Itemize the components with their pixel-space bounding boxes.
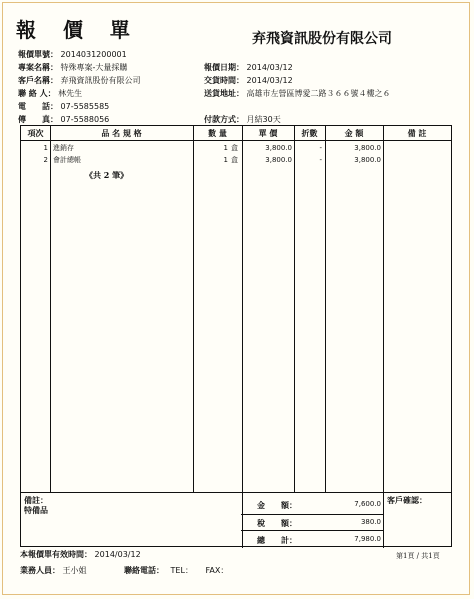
totals-divider-2	[241, 530, 383, 531]
row2-discount: -	[319, 156, 322, 164]
col-header-name: 品 名 規 格	[101, 128, 142, 138]
sales-label: 業務人員：	[20, 565, 60, 575]
col-header-amount: 金 額	[344, 128, 364, 138]
contact-label: 聯 絡 人：	[18, 88, 56, 98]
header-divider	[21, 140, 451, 141]
totals-divider-1	[241, 514, 383, 515]
project-row	[18, 62, 127, 73]
contact-phone-label: 聯絡電話：	[124, 565, 164, 575]
quote-date-label: 報價日期：	[204, 62, 244, 72]
quote-date-value: 2014/03/12	[246, 63, 293, 72]
fax-value: 07-5588056	[60, 115, 110, 124]
document-title: 報 價 單	[16, 18, 140, 42]
total-value: 7,980.0	[354, 535, 381, 543]
sales-row	[20, 565, 87, 576]
contact-row	[18, 88, 82, 99]
delivery-row	[204, 75, 293, 86]
fax-footer-label: FAX：	[205, 566, 229, 575]
contact-value: 林先生	[58, 89, 83, 98]
subtotal-value: 7,600.0	[354, 500, 381, 508]
quote-date-row	[204, 62, 293, 73]
payment-value: 月結30天	[246, 115, 281, 124]
col-header-qty: 數 量	[208, 128, 227, 138]
col-divider-qty	[242, 126, 243, 548]
phone-value: 07-5585585	[60, 102, 110, 111]
col-divider-name	[193, 126, 194, 492]
customer-confirm-label: 客戶確認：	[387, 495, 427, 505]
row1-discount: -	[319, 144, 322, 152]
remarks-label: 備註：	[24, 495, 48, 505]
quote-number-row	[18, 49, 127, 60]
quote-number-value: 2014031200001	[60, 50, 127, 59]
row2-qty: 1	[223, 156, 228, 164]
tax-value: 380.0	[360, 518, 381, 526]
item-count-text: 《共 2 筆》	[85, 170, 129, 180]
customer-label: 客戶名稱：	[18, 75, 58, 85]
col-header-discount: 折數	[301, 128, 318, 138]
col-header-no: 項次	[27, 128, 44, 138]
company-name: 弃飛資訊股份有限公司	[252, 31, 392, 47]
subtotal-label: 金 額：	[257, 500, 297, 510]
phone-row	[18, 101, 109, 112]
address-label: 送貨地址：	[204, 88, 244, 98]
row1-no: 1	[43, 144, 48, 152]
project-value: 特殊專案-大量採購	[60, 63, 128, 72]
col-divider-price	[294, 126, 295, 492]
body-bottom-divider	[21, 492, 451, 493]
quote-number-label: 報價單號：	[18, 49, 58, 59]
col-header-price: 單 價	[258, 128, 278, 138]
contact-phone-row	[124, 565, 228, 576]
row1-name: 進銷存	[53, 144, 74, 152]
col-divider-discount	[325, 126, 326, 492]
quote-table	[20, 125, 452, 547]
row2-no: 2	[43, 156, 48, 164]
tel-label: TEL：	[170, 566, 193, 575]
page-info: 第1頁 / 共1頁	[396, 552, 440, 560]
col-divider-no	[50, 126, 51, 492]
fax-row	[18, 114, 109, 125]
col-header-note: 備 註	[407, 128, 427, 138]
row1-price: 3,800.0	[265, 144, 292, 152]
phone-label: 電 話：	[18, 101, 58, 111]
row1-unit: 盒	[231, 144, 238, 152]
delivery-label: 交貨時間：	[204, 75, 244, 85]
row2-price: 3,800.0	[265, 156, 292, 164]
address-value: 高雄市左營區博愛二路３６６號４樓之６	[246, 89, 391, 98]
row2-amount: 3,800.0	[354, 156, 381, 164]
address-row	[204, 88, 391, 99]
sales-value: 王小姐	[62, 566, 87, 575]
row2-name: 會計總帳	[53, 156, 81, 164]
tax-label: 稅 額：	[257, 518, 297, 528]
customer-value: 弃飛資訊股份有限公司	[60, 76, 141, 85]
row1-amount: 3,800.0	[354, 144, 381, 152]
valid-period-label: 本報價單有效時間：	[20, 549, 92, 559]
payment-label: 付款方式：	[204, 114, 244, 124]
payment-row	[204, 114, 281, 125]
row1-qty: 1	[223, 144, 228, 152]
fax-label: 傳 真：	[18, 114, 58, 124]
special-label: 特備品	[24, 505, 48, 515]
row2-unit: 盒	[231, 156, 238, 164]
customer-row	[18, 75, 141, 86]
valid-period-value: 2014/03/12	[94, 550, 141, 559]
total-label: 總 計：	[257, 535, 297, 545]
project-label: 專案名稱：	[18, 62, 58, 72]
valid-period-row	[20, 549, 141, 560]
delivery-value: 2014/03/12	[246, 76, 293, 85]
col-divider-amount	[383, 126, 384, 548]
